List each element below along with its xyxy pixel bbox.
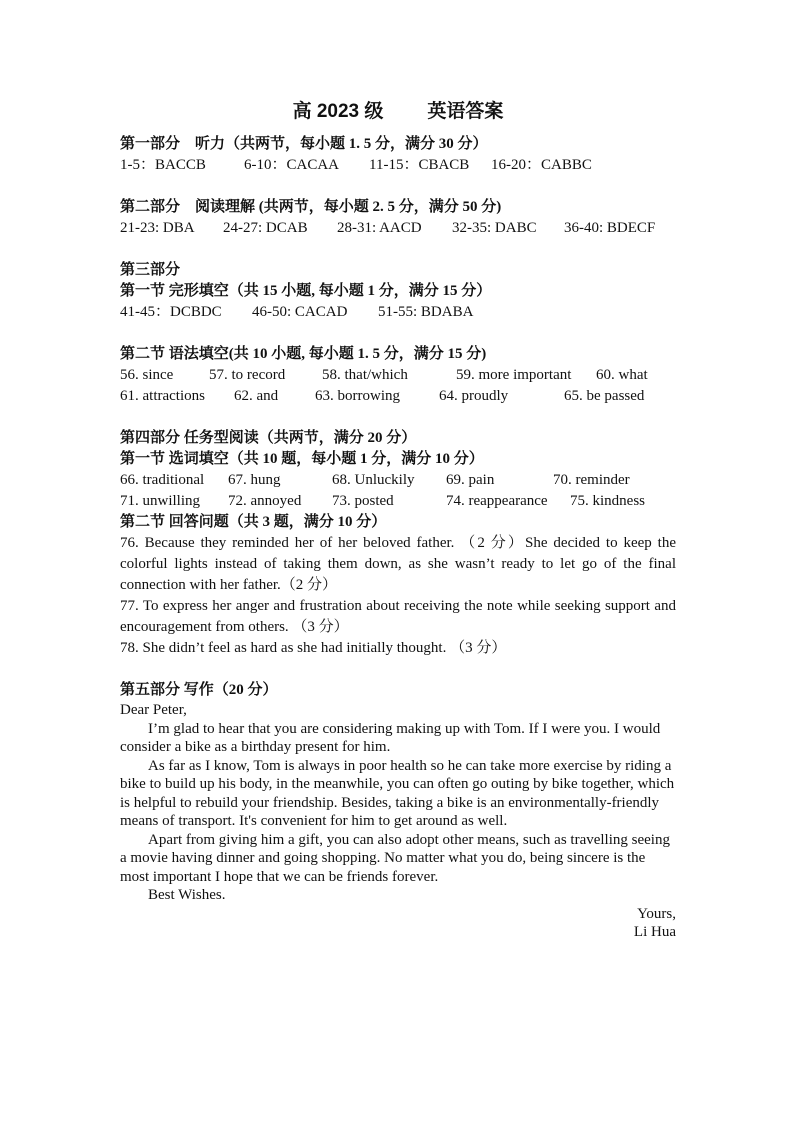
answer-item: 57. to record xyxy=(209,367,286,383)
letter-yours: Yours, xyxy=(637,905,676,922)
part3-sec1-answers xyxy=(120,302,676,323)
part1-heading: 第一部分 听力（共两节，每小题 1. 5 分，满分 30 分） xyxy=(120,136,488,152)
answer-group: 24-27: DCAB xyxy=(223,220,308,236)
answer-item: 75. kindness xyxy=(570,493,645,509)
letter-paragraph: Apart from giving him a gift, you can also adopt other means, such as travelling seeing a movie having dinner and going shopping. No matter what you do, being sincere is the most important I hope that we can be friends forever. xyxy=(120,831,670,885)
answer-item: 61. attractions xyxy=(120,388,205,404)
answer-group: 21-23: DBA xyxy=(120,220,195,236)
answer-item: 71. unwilling xyxy=(120,493,201,509)
part3-sec2-row2 xyxy=(120,386,676,407)
answer-sheet xyxy=(120,98,676,942)
letter-closing: Best Wishes. xyxy=(148,887,226,903)
answer-group: 32-35: DABC xyxy=(452,220,537,236)
page-title xyxy=(120,98,676,126)
part1-answers xyxy=(120,155,676,176)
answer-item: 66. traditional xyxy=(120,472,205,488)
part4-sec1-row2 xyxy=(120,491,676,512)
part3-heading: 第三部分 xyxy=(120,262,181,278)
letter-paragraph: As far as I know, Tom is always in poor health so he can take more exercise by riding a bike to build up his body, in the meanwhile, you can often go outing by bike together, which is helpful to rebuild your friendship. Besides, taking a bike is an environmentally-friendly means of transport. It's convenient for him to get around as well. xyxy=(120,757,675,829)
letter-signature: Li Hua xyxy=(633,924,676,940)
title-grade: 高 2023 级 xyxy=(292,101,384,122)
part2-heading: 第二部分 阅读理解 (共两节，每小题 2. 5 分，满分 50 分) xyxy=(120,199,502,215)
answer-group: 36-40: BDECF xyxy=(564,220,656,236)
letter-paragraph: I’m glad to hear that you are considering making up with Tom. If I were you. I would consider a bike as a birthday present for him. xyxy=(120,720,661,755)
answer-item: 60. what xyxy=(596,367,648,383)
part4-sec1-heading: 第一节 选词填空（共 10 题，每小题 1 分，满分 10 分） xyxy=(120,451,484,467)
part2-answers xyxy=(120,218,676,239)
answer-group: 16-20：CABBC xyxy=(491,157,592,173)
answer-77: 77. To express her anger and frustration about receiving the note while seeking support and encouragement from others. （3 分） xyxy=(120,598,676,635)
title-subject: 英语答案 xyxy=(427,101,504,122)
answer-item: 68. Unluckily xyxy=(332,472,415,488)
part3-sec1-heading: 第一节 完形填空（共 15 小题, 每小题 1 分，满分 15 分） xyxy=(120,283,492,299)
part4-sec2-heading: 第二节 回答问题（共 3 题，满分 10 分） xyxy=(120,514,387,530)
answer-item: 70. reminder xyxy=(553,472,630,488)
part3-sec2-heading: 第二节 语法填空(共 10 小题, 每小题 1. 5 分，满分 15 分) xyxy=(120,346,487,362)
answer-76: 76. Because they reminded her of her beloved father. （2 分）She decided to keep the colorful lights instead of taking them down, as she wasn’t ready to let go of the final connection with her father.（2 分） xyxy=(120,535,676,593)
part4-heading: 第四部分 任务型阅读（共两节，满分 20 分） xyxy=(120,430,417,446)
answer-group: 1-5：BACCB xyxy=(120,157,206,173)
answer-item: 58. that/which xyxy=(322,367,408,383)
answer-item: 65. be passed xyxy=(564,388,645,404)
answer-item: 59. more important xyxy=(456,367,572,383)
answer-group: 51-55: BDABA xyxy=(378,304,474,320)
answer-item: 69. pain xyxy=(446,472,495,488)
answer-group: 46-50: CACAD xyxy=(252,304,348,320)
part3-sec2-row1 xyxy=(120,365,676,386)
answer-item: 73. posted xyxy=(332,493,394,509)
answer-item: 64. proudly xyxy=(439,388,509,404)
answer-group: 6-10：CACAA xyxy=(244,157,340,173)
answer-item: 63. borrowing xyxy=(315,388,400,404)
answer-78: 78. She didn’t feel as hard as she had initially thought. （3 分） xyxy=(120,640,507,656)
answer-group: 41-45：DCBDC xyxy=(120,304,222,320)
part5-heading: 第五部分 写作（20 分） xyxy=(120,682,278,698)
answer-group: 11-15：CBACB xyxy=(369,157,470,173)
answer-item: 56. since xyxy=(120,367,174,383)
answer-item: 62. and xyxy=(234,388,279,404)
answer-group: 28-31: AACD xyxy=(337,220,422,236)
answer-item: 72. annoyed xyxy=(228,493,302,509)
answer-item: 67. hung xyxy=(228,472,281,488)
answer-item: 74. reappearance xyxy=(446,493,548,509)
part4-sec1-row1 xyxy=(120,470,676,491)
letter-salutation: Dear Peter, xyxy=(120,702,187,718)
